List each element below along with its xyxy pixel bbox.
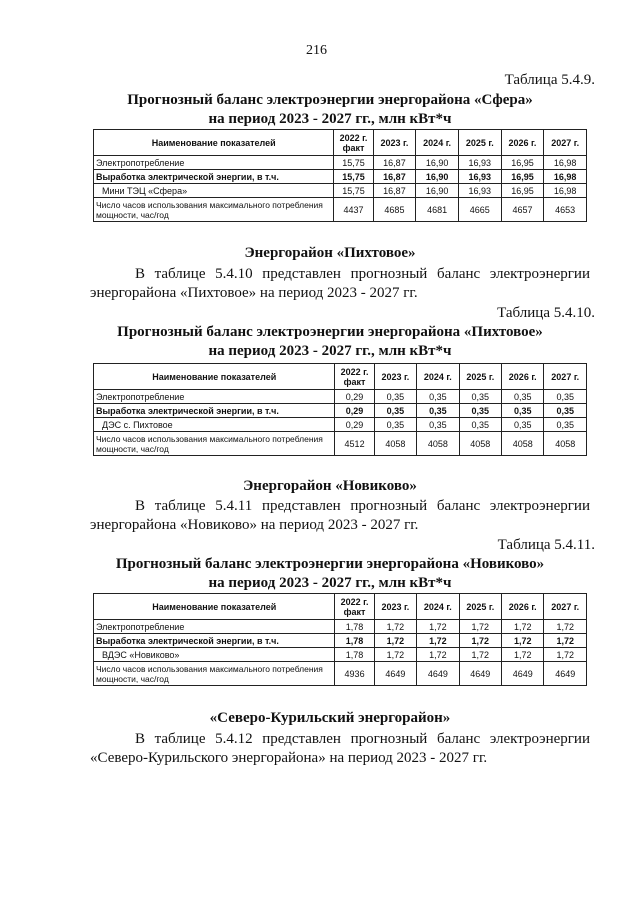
value-cell: 0,29: [335, 404, 374, 418]
heading-severo-kurilsky: «Северо-Курильский энергорайон»: [209, 710, 451, 726]
value-cell: 4649: [544, 662, 587, 686]
column-header-year: 2025 г.: [459, 594, 501, 620]
table-sfera: [93, 129, 587, 222]
value-cell: 15,75: [334, 170, 373, 184]
value-cell: 1,72: [459, 634, 501, 648]
table-title-line2: на период 2023 - 2027 гг., млн кВт*ч: [208, 575, 452, 591]
value-cell: 1,78: [335, 634, 374, 648]
value-cell: 4649: [417, 662, 459, 686]
value-cell: 16,87: [373, 170, 416, 184]
table-title-novikovo: [60, 555, 600, 593]
table-novikovo: [93, 593, 587, 686]
value-cell: 4649: [502, 662, 544, 686]
value-cell: 0,35: [502, 404, 544, 418]
table-title-sfera: [60, 91, 600, 129]
value-cell: 16,87: [373, 156, 416, 170]
value-cell: 4058: [502, 432, 544, 456]
value-cell: 4058: [544, 432, 587, 456]
table-row: [94, 184, 587, 198]
table-row: [94, 634, 587, 648]
column-header-year: 2025 г.: [458, 130, 501, 156]
column-header-name: Наименование показателей: [94, 594, 335, 620]
value-cell: 1,72: [502, 634, 544, 648]
value-cell: 4665: [458, 198, 501, 222]
value-cell: 4512: [335, 432, 374, 456]
value-cell: 0,35: [544, 390, 587, 404]
value-cell: 1,72: [459, 648, 501, 662]
row-name-cell: ВДЭС «Новиково»: [94, 648, 335, 662]
value-cell: 1,72: [544, 634, 587, 648]
table-header-row: [94, 364, 587, 390]
row-name-cell: Выработка электрической энергии, в т.ч.: [94, 404, 335, 418]
row-name-cell: Выработка электрической энергии, в т.ч.: [94, 170, 334, 184]
column-header-year: 2026 г.: [501, 130, 544, 156]
table-label-5-4-11: Таблица 5.4.11.: [497, 537, 595, 553]
table-row: [94, 662, 587, 686]
value-cell: 4058: [417, 432, 459, 456]
row-name-cell: Число часов использования максимального потребления мощности, час/год: [94, 198, 334, 222]
column-header-year: 2024 г.: [416, 130, 459, 156]
value-cell: 1,72: [544, 620, 587, 634]
value-cell: 0,35: [374, 390, 416, 404]
value-cell: 16,90: [416, 184, 459, 198]
table-title-line1: Прогнозный баланс электроэнергии энергорайона «Новиково»: [115, 556, 545, 572]
value-cell: 0,35: [459, 404, 501, 418]
table-row: [94, 404, 587, 418]
value-cell: 0,35: [459, 390, 501, 404]
column-header-year: 2027 г.: [544, 364, 587, 390]
value-cell: 0,35: [459, 418, 501, 432]
value-cell: 1,72: [374, 648, 416, 662]
value-cell: 1,78: [335, 620, 374, 634]
heading-novikovo: Энергорайон «Новиково»: [243, 478, 417, 494]
table-row: [94, 418, 587, 432]
row-name-cell: ДЭС с. Пихтовое: [94, 418, 335, 432]
value-cell: 4058: [459, 432, 501, 456]
column-header-year: 2022 г. факт: [334, 130, 373, 156]
value-cell: 16,90: [416, 156, 459, 170]
value-cell: 4681: [416, 198, 459, 222]
value-cell: 4058: [374, 432, 416, 456]
value-cell: 16,98: [544, 170, 587, 184]
table-row: [94, 170, 587, 184]
column-header-year: 2023 г.: [373, 130, 416, 156]
value-cell: 0,35: [417, 390, 459, 404]
column-header-year: 2022 г. факт: [335, 364, 374, 390]
table-row: [94, 620, 587, 634]
value-cell: 0,35: [502, 418, 544, 432]
paragraph-severo-kurilsky: В таблице 5.4.12 представлен прогнозный баланс электроэнергии «Северо-Курильского энергорайона» на период 2023 - 2027 гг.: [90, 731, 590, 766]
row-name-cell: Электропотребление: [94, 390, 335, 404]
value-cell: 16,98: [544, 184, 587, 198]
value-cell: 4649: [459, 662, 501, 686]
value-cell: 1,78: [335, 648, 374, 662]
column-header-year: 2025 г.: [459, 364, 501, 390]
value-cell: 4653: [544, 198, 587, 222]
value-cell: 1,72: [502, 648, 544, 662]
value-cell: 16,90: [416, 170, 459, 184]
table-pikhtovoe: [93, 363, 587, 456]
value-cell: 15,75: [334, 156, 373, 170]
value-cell: 0,35: [502, 390, 544, 404]
value-cell: 0,35: [374, 418, 416, 432]
value-cell: 1,72: [374, 620, 416, 634]
value-cell: 16,87: [373, 184, 416, 198]
value-cell: 16,95: [501, 170, 544, 184]
value-cell: 1,72: [502, 620, 544, 634]
value-cell: 15,75: [334, 184, 373, 198]
column-header-year: 2027 г.: [544, 130, 587, 156]
table-title-line2: на период 2023 - 2027 гг., млн кВт*ч: [208, 343, 452, 359]
table-title-line1: Прогнозный баланс электроэнергии энергорайона «Сфера»: [127, 92, 533, 108]
column-header-year: 2023 г.: [374, 594, 416, 620]
heading-pikhtovoe: Энергорайон «Пихтовое»: [244, 245, 416, 261]
column-header-name: Наименование показателей: [94, 364, 335, 390]
value-cell: 16,98: [544, 156, 587, 170]
column-header-year: 2026 г.: [502, 364, 544, 390]
value-cell: 0,35: [417, 404, 459, 418]
row-name-cell: Выработка электрической энергии, в т.ч.: [94, 634, 335, 648]
table-title-pikhtovoe: [60, 323, 600, 361]
row-name-cell: Электропотребление: [94, 156, 334, 170]
value-cell: 4657: [501, 198, 544, 222]
row-name-cell: Число часов использования максимального потребления мощности, час/год: [94, 432, 335, 456]
value-cell: 16,93: [458, 170, 501, 184]
column-header-name: Наименование показателей: [94, 130, 334, 156]
paragraph-pikhtovoe: В таблице 5.4.10 представлен прогнозный баланс электроэнергии энергорайона «Пихтовое» на период 2023 - 2027 гг.: [90, 266, 590, 301]
value-cell: 16,93: [458, 156, 501, 170]
column-header-year: 2027 г.: [544, 594, 587, 620]
paragraph-novikovo: В таблице 5.4.11 представлен прогнозный баланс электроэнергии энергорайона «Новиково» на период 2023 - 2027 гг.: [90, 498, 590, 533]
table-title-line2: на период 2023 - 2027 гг., млн кВт*ч: [208, 111, 452, 127]
value-cell: 0,29: [335, 418, 374, 432]
table-row: [94, 156, 587, 170]
table-label-5-4-9: Таблица 5.4.9.: [504, 72, 595, 88]
table-title-line1: Прогнозный баланс электроэнергии энергорайона «Пихтовое»: [117, 324, 543, 340]
value-cell: 1,72: [417, 634, 459, 648]
page-number: 216: [306, 43, 327, 58]
value-cell: 4649: [374, 662, 416, 686]
table-label-5-4-10: Таблица 5.4.10.: [497, 305, 595, 321]
value-cell: 1,72: [374, 634, 416, 648]
value-cell: 1,72: [417, 648, 459, 662]
value-cell: 16,93: [458, 184, 501, 198]
value-cell: 16,95: [501, 184, 544, 198]
table-row: [94, 198, 587, 222]
value-cell: 4437: [334, 198, 373, 222]
value-cell: 0,35: [417, 418, 459, 432]
value-cell: 0,35: [544, 404, 587, 418]
column-header-year: 2026 г.: [502, 594, 544, 620]
value-cell: 16,95: [501, 156, 544, 170]
value-cell: 0,35: [374, 404, 416, 418]
row-name-cell: Число часов использования максимального потребления мощности, час/год: [94, 662, 335, 686]
column-header-year: 2022 г. факт: [335, 594, 374, 620]
row-name-cell: Электропотребление: [94, 620, 335, 634]
value-cell: 1,72: [417, 620, 459, 634]
table-header-row: [94, 594, 587, 620]
value-cell: 0,35: [544, 418, 587, 432]
value-cell: 4936: [335, 662, 374, 686]
table-row: [94, 390, 587, 404]
column-header-year: 2023 г.: [374, 364, 416, 390]
value-cell: 1,72: [544, 648, 587, 662]
column-header-year: 2024 г.: [417, 364, 459, 390]
value-cell: 0,29: [335, 390, 374, 404]
value-cell: 1,72: [459, 620, 501, 634]
table-row: [94, 648, 587, 662]
value-cell: 4685: [373, 198, 416, 222]
table-row: [94, 432, 587, 456]
table-header-row: [94, 130, 587, 156]
column-header-year: 2024 г.: [417, 594, 459, 620]
row-name-cell: Мини ТЭЦ «Сфера»: [94, 184, 334, 198]
